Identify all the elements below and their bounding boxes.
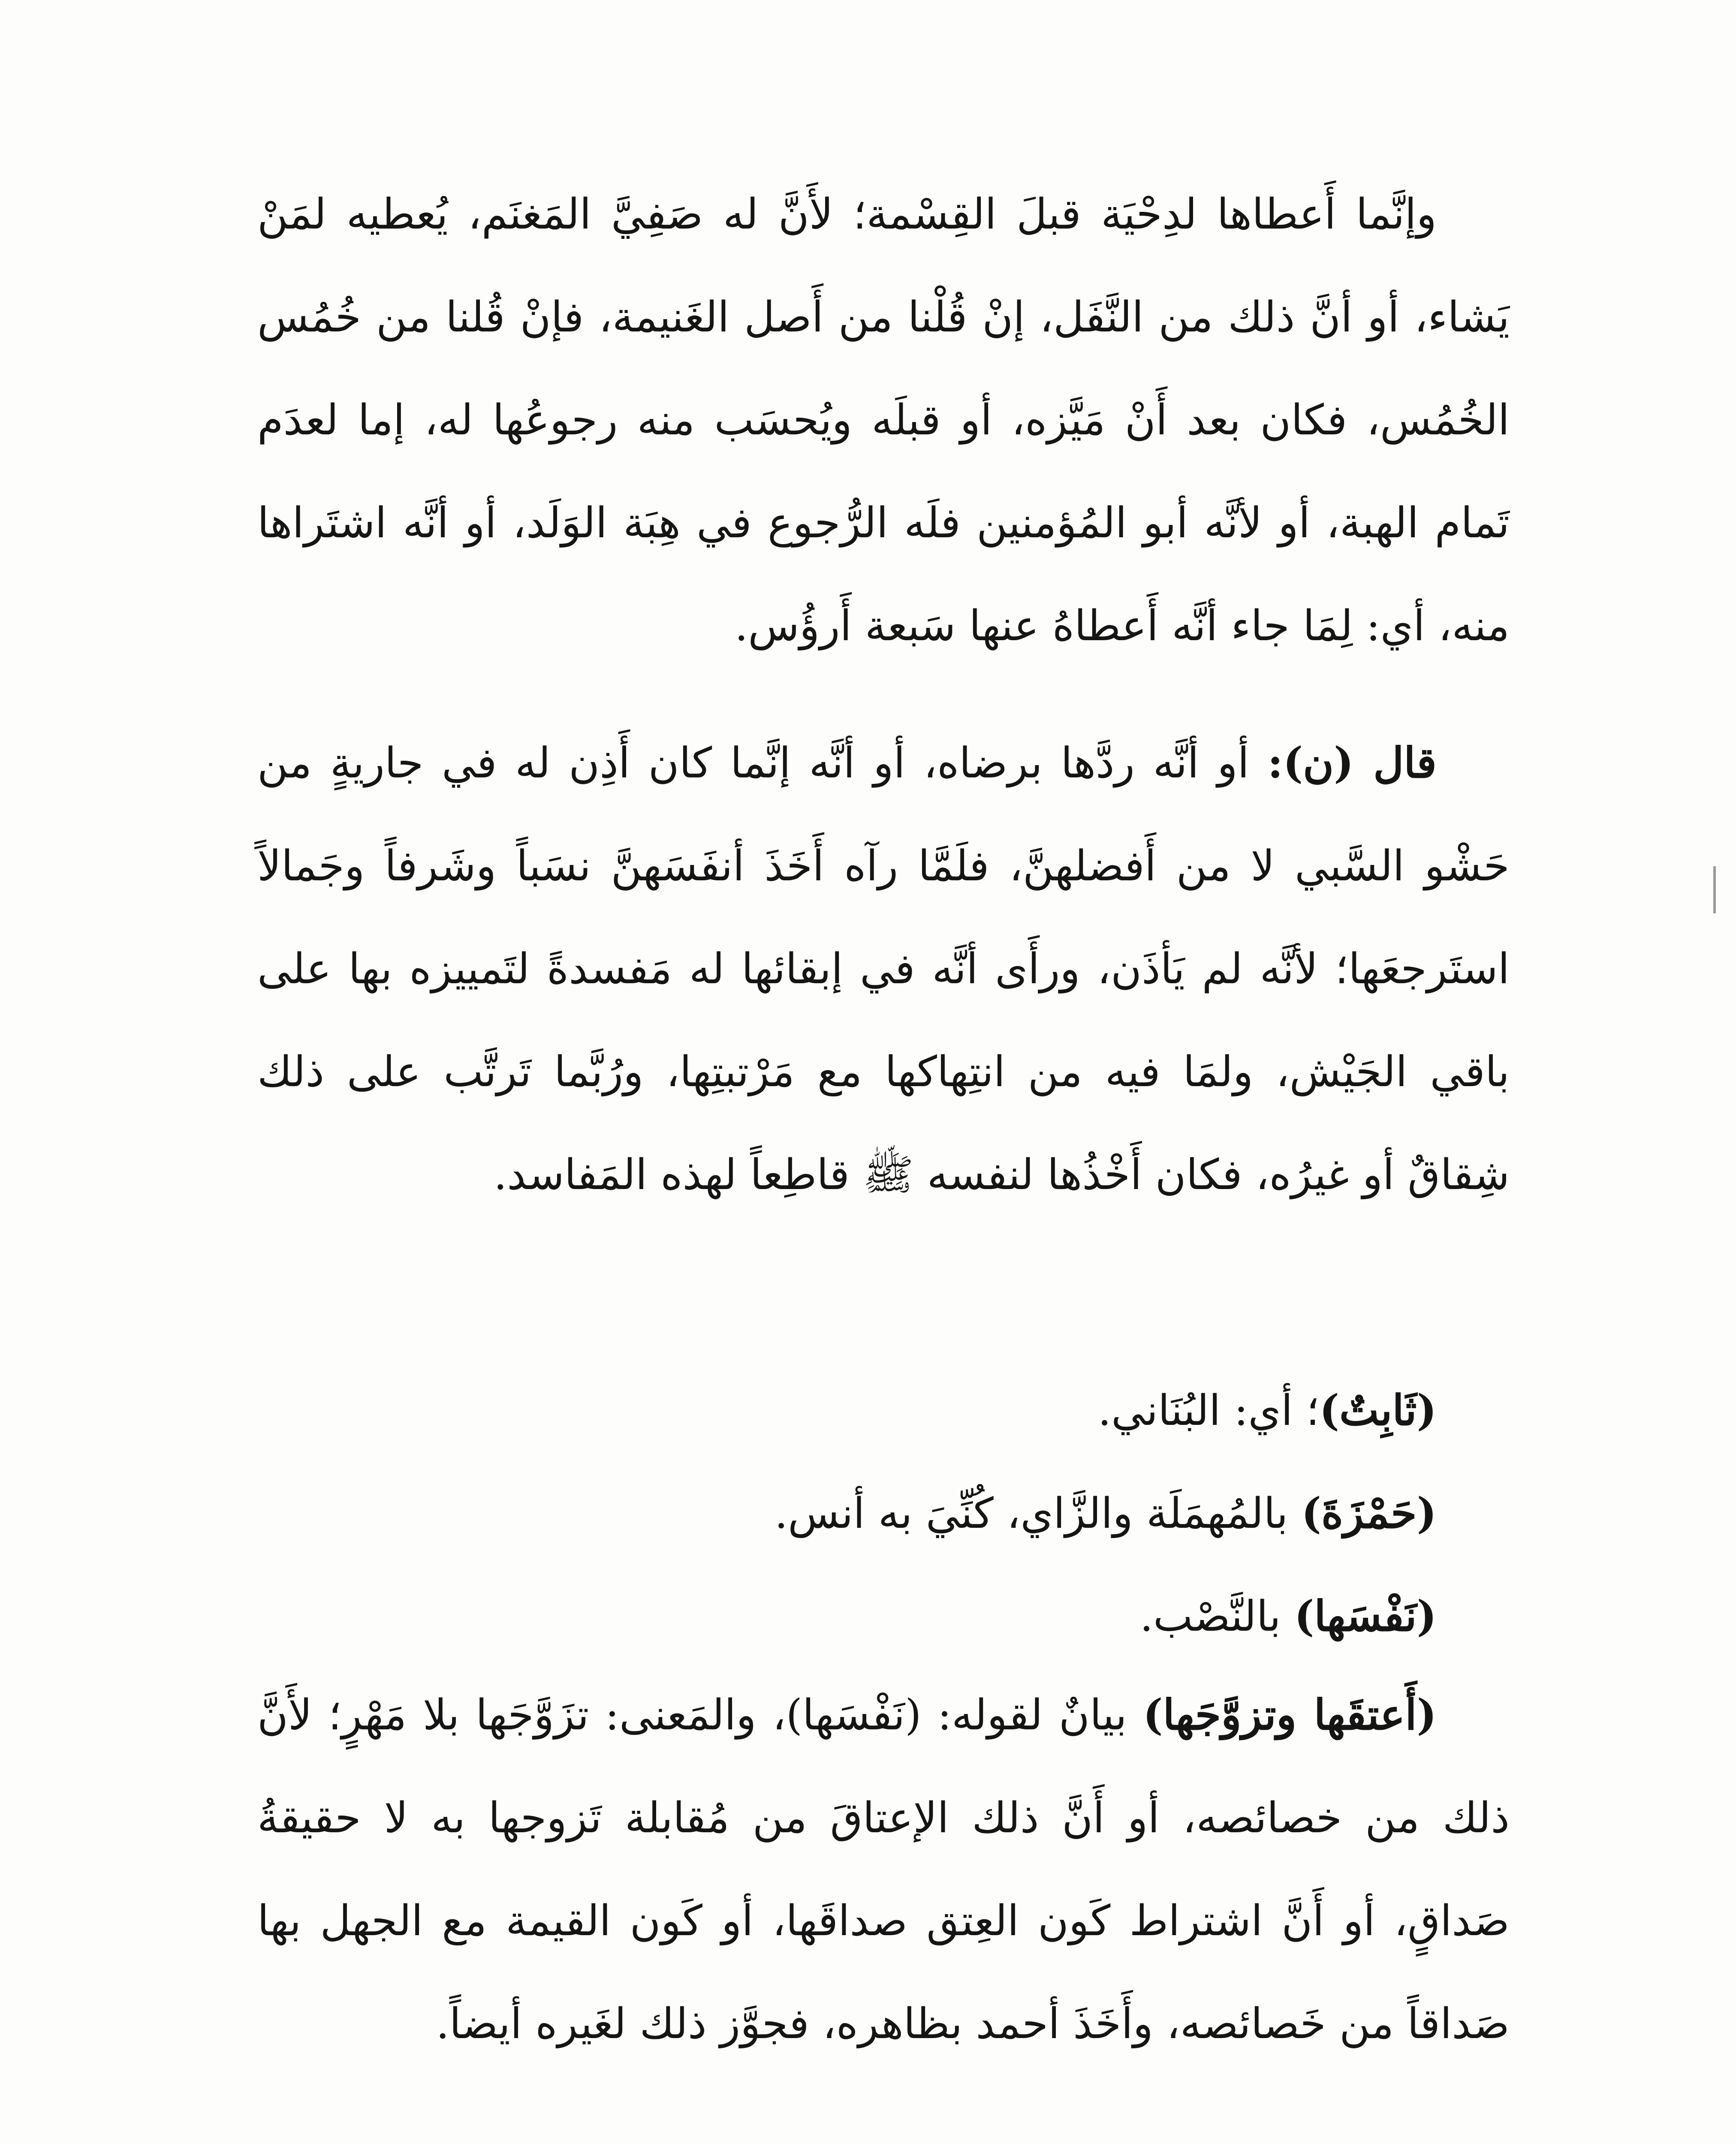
paragraph-3: [257, 1664, 1510, 2075]
definitions-list: [257, 1359, 1510, 1668]
paragraph-1-text: وإنَّما أَعطاها لدِحْيَة قبلَ القِسْمة؛ لأَنَّ له صَفِيَّ المَغنَم، يُعطيه لمَنْ يَشاء، أو أنَّ ذلك من النَّفَل، إنْ قُلْنا من أَصل الغَنيمة، فإنْ قُلنا من خُمُس الخُمُس، فكان بعد أَنْ مَيَّزه، أو قبلَه ويُحسَب منه رجوعُها له، إما لعدَم تَمام الهبة، أو لأنَّه أبو المُؤمنين فلَه الرُّجوع في هِبَة الوَلَد، أو أنَّه اشتَراها منه، أي: لِمَا جاء أنَّه أَعطاهُ عنها سَبعة أَرؤُس.: [257, 190, 1510, 650]
definition-text: ؛ أي: البُنَاني.: [1098, 1386, 1320, 1435]
paragraph-3-lead: (أَعتقَها وتزوَّجَها): [1143, 1690, 1437, 1740]
paragraph-1: [257, 163, 1510, 720]
definition-term: (حَمْزَةَ): [1301, 1489, 1437, 1538]
paragraph-2: [257, 712, 1510, 1355]
paragraph-3-text: بيانٌ لقوله: (نَفْسَها)، والمَعنى: تزَوَّجَها بلا مَهْرٍ؛ لأَنَّ ذلك من خصائصه، أو أَنَّ ذلك الإعتاقَ من مُقابلة تَزوجها به لا حقيقةُ صَداقٍ، أو أَنَّ اشتراط كَون العِتق صداقَها، أو كَون القيمة مع الجهل بها صَداقاً من خَصائصه، وأَخَذَ أحمد بظاهره، فجوَّز ذلك لغَيره أيضاً.: [257, 1691, 1510, 2048]
definition-term: (نَفْسَها): [1294, 1592, 1437, 1641]
definition-term: (ثَابِتٌ): [1319, 1386, 1437, 1435]
definition-item: [257, 1565, 1510, 1668]
definition-item: [257, 1462, 1510, 1565]
definition-item: [257, 1359, 1510, 1462]
paragraph-2-text: أو أنَّه ردَّها برضاه، أو أنَّه إنَّما كان أَذِن له في جاريةٍ من حَشْو السَّبي لا من أَفضلهنَّ، فلَمَّا رآه أَخَذَ أنفَسَهنَّ نسَباً وشَرفاً وجَمالاً استَرجعَها؛ لأنَّه لم يَأذَن، ورأَى أنَّه في إبقائها له مَفسدةً لتَمييزه بها على باقي الجَيْش، ولمَا فيه من انتِهاكها مع مَرْتبتِها، ورُبَّما تَرتَّب على ذلك شِقاقٌ أو غيرُه، فكان أَخْذُها لنفسه ﷺ قاطِعاً لهذه المَفاسد.: [257, 739, 1510, 1199]
paragraph-2-lead: قال (ن):: [1267, 738, 1437, 788]
definition-text: بالمُهمَلَة والزَّاي، كُنِّيَ به أنس.: [775, 1489, 1302, 1538]
scan-edge-mark: [1713, 866, 1716, 913]
definition-text: بالنَّصْب.: [1139, 1592, 1294, 1641]
